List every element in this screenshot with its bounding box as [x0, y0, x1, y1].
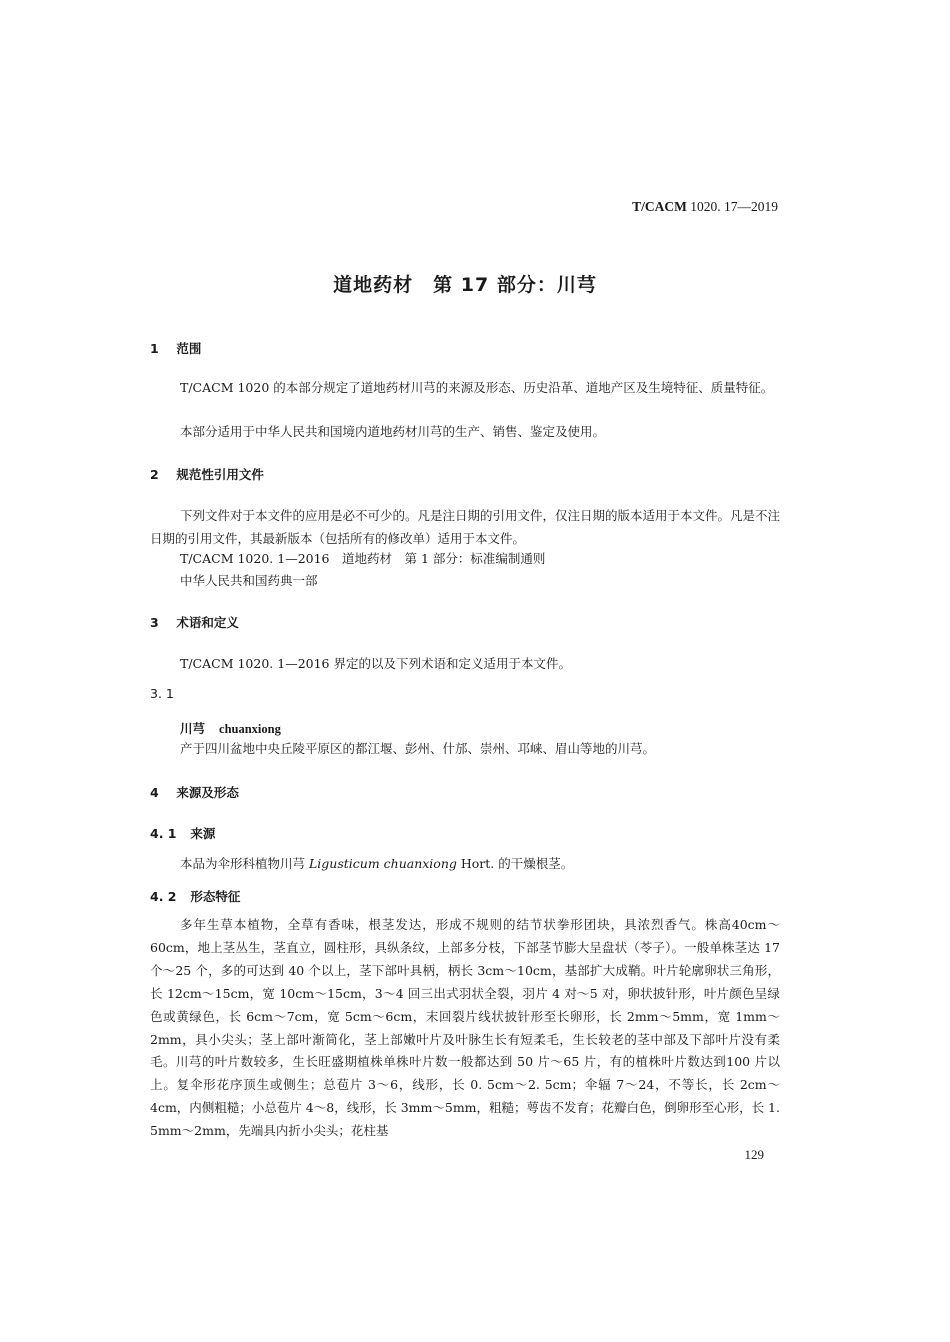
- subsection-3-1-number: 3. 1: [150, 686, 174, 701]
- section-title: 术语和定义: [176, 615, 239, 630]
- subsection-4-1-heading: [150, 824, 215, 842]
- paragraph: 本部分适用于中华人民共和国境内道地药材川芎的生产、销售、鉴定及使用。: [180, 424, 606, 439]
- source-paragraph: [150, 852, 780, 875]
- latin-name: Ligusticum chuanxiong: [308, 856, 457, 871]
- reference-item: 中华人民共和国药典一部: [180, 573, 318, 588]
- term-entry: [180, 719, 281, 737]
- paragraph: T/CACM 1020 的本部分规定了道地药材川芎的来源及形态、历史沿革、道地产区及生境特征、质量特征。: [180, 380, 774, 395]
- section-number: 4: [150, 785, 159, 800]
- term-definition: 产于四川盆地中央丘陵平原区的都江堰、彭州、什邡、崇州、邛崃、眉山等地的川芎。: [180, 741, 656, 756]
- page-number: 129: [744, 1147, 764, 1162]
- paragraph: T/CACM 1020. 1—2016 界定的以及下列术语和定义适用于本文件。: [180, 656, 571, 671]
- source-text-post: Hort. 的干燥根茎。: [456, 856, 574, 871]
- section-number: 3: [150, 615, 159, 630]
- term-chinese: 川芎: [180, 721, 206, 736]
- section-1-heading: [150, 339, 201, 357]
- subsection-title: 形态特征: [190, 889, 241, 904]
- section-2-heading: [150, 465, 264, 483]
- subsection-number: 4. 2: [150, 889, 177, 904]
- paragraph: 下列文件对于本文件的应用是必不可少的。凡是注日期的引用文件，仅注日期的版本适用于本文件。凡是不注日期的引用文件，其最新版本（包括所有的修改单）适用于本文件。: [150, 508, 781, 546]
- document-code-number: 1020. 17—2019: [686, 199, 778, 214]
- section-number: 2: [150, 467, 159, 482]
- section-3-heading: [150, 613, 239, 631]
- reference-item: T/CACM 1020. 1—2016 道地药材 第 1 部分：标准编制通则: [180, 551, 546, 566]
- subsection-title: 来源: [190, 826, 216, 841]
- subsection-number: 4. 1: [150, 826, 177, 841]
- document-code: [632, 199, 778, 215]
- term-english: chuanxiong: [219, 722, 281, 736]
- section-title: 来源及形态: [176, 785, 239, 800]
- page-title: 道地药材 第 17 部分：川芎: [333, 274, 597, 296]
- section-number: 1: [150, 341, 159, 356]
- morphology-paragraph: 多年生草本植物，全草有香味，根茎发达，形成不规则的结节状拳形团块，具浓烈香气。株高40cm～60cm，地上茎丛生，茎直立，圆柱形，具纵条纹，上部多分枝，下部茎节膨大呈盘状（苓子）。一般单株茎达 17 个～25 个，多的可达到 40 个以上，茎下部叶具柄，柄长 3cm～10cm，基部扩大成鞘。叶片轮廓卵状三角形，长 12cm～15cm，宽 10cm～15cm，3～4 回三出式羽状全裂，羽片 4 对～5 对，卵状披针形，叶片颜色呈绿色或黄绿色，长 6cm～7cm，宽 5cm～6cm，末回裂片线状披针形至长卵形，长 2mm～5mm，宽 1mm～2mm，具小尖头；茎上部叶渐简化，茎上部嫩叶片及叶脉生长有短柔毛，生长较老的茎中部及下部叶片没有柔毛。川芎的叶片数较多，生长旺盛期植株单株叶片数一般都达到 50 片～65 片，有的植株叶片数达到100 片以上。复伞形花序顶生或侧生；总苞片 3～6，线形，长 0. 5cm～2. 5cm；伞辐 7～24，不等长，长 2cm～4cm，内侧粗糙；小总苞片 4～8，线形，长 3mm～5mm，粗糙；萼齿不发育；花瓣白色，倒卵形至心形，长 1. 5mm～2mm，先端具内折小尖头；花柱基: [150, 917, 780, 1139]
- section-4-heading: [150, 783, 239, 801]
- section-title: 范围: [176, 341, 202, 356]
- document-code-prefix: T/CACM: [632, 199, 687, 214]
- subsection-4-2-heading: [150, 887, 240, 905]
- section-title: 规范性引用文件: [176, 467, 264, 482]
- source-text-pre: 本品为伞形科植物川芎: [180, 856, 309, 871]
